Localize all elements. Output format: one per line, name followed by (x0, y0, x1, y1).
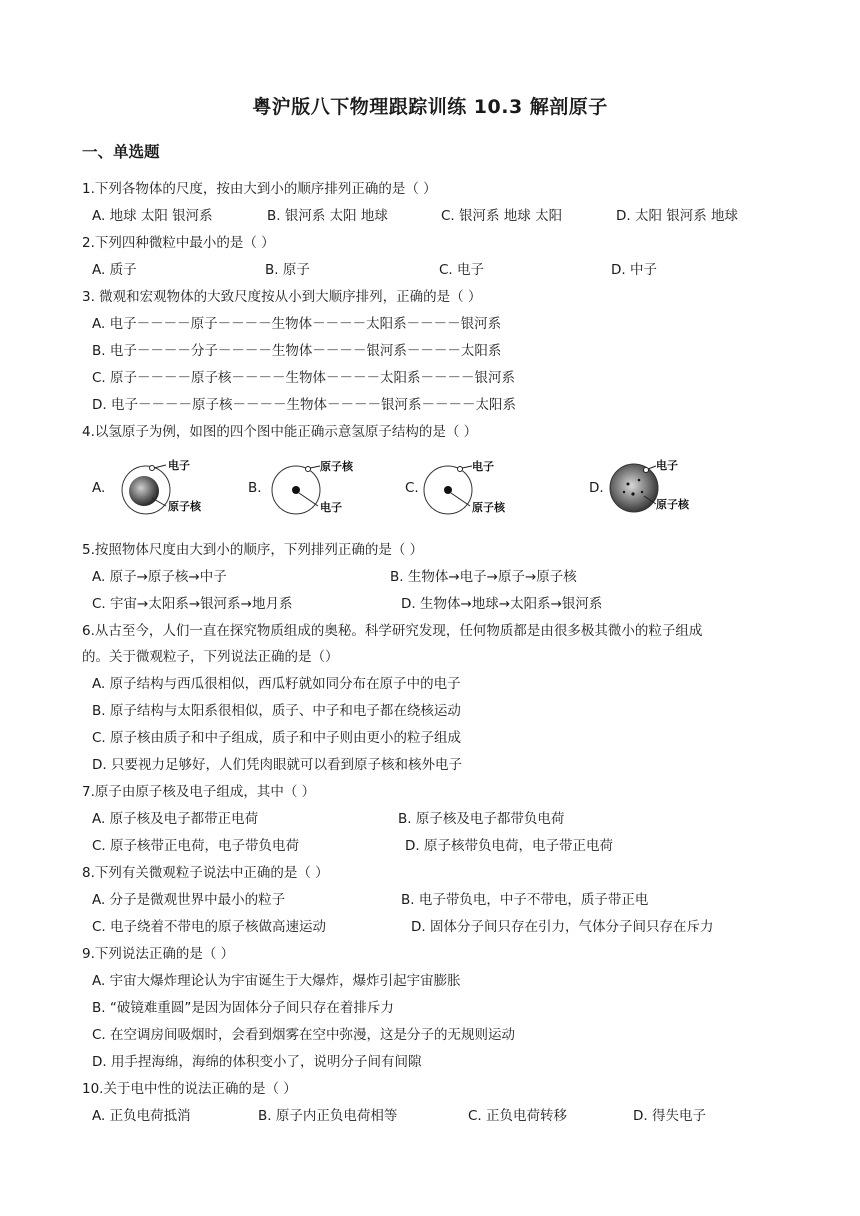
q8-option-c[interactable]: C. 电子绕着不带电的原子核做高速运动 (92, 919, 327, 935)
q4-figure-d (606, 456, 726, 520)
electron-dot (150, 466, 155, 471)
q4-figure-b (266, 456, 386, 520)
q1-option-b[interactable]: B. 银河系 太阳 地球 (267, 208, 388, 224)
q10-option-b[interactable]: B. 原子内正负电荷相等 (258, 1108, 398, 1124)
question-2-stem: 2.下列四种微粒中最小的是（ ） (82, 235, 275, 251)
q2-option-b[interactable]: B. 原子 (265, 262, 310, 278)
nucleus-dot (444, 486, 452, 494)
question-10-stem: 10.关于电中性的说法正确的是（ ） (82, 1081, 297, 1097)
q2-option-d[interactable]: D. 中子 (611, 262, 657, 278)
q3-option-a[interactable]: A. 电子－－－－原子－－－－生物体－－－－太阳系－－－－银河系 (92, 316, 502, 332)
label-nucleus: 原子核 (168, 500, 201, 513)
label-electron: 电子 (320, 501, 342, 514)
q8-option-d[interactable]: D. 固体分子间只存在引力，气体分子间只存在斥力 (411, 919, 714, 935)
label-electron: 电子 (472, 460, 494, 473)
q2-option-c[interactable]: C. 电子 (439, 262, 485, 278)
q9-option-c[interactable]: C. 在空调房间吸烟时，会看到烟雾在空中弥漫，这是分子的无规则运动 (92, 1027, 516, 1043)
q1-option-c[interactable]: C. 银河系 地球 太阳 (441, 208, 563, 224)
q5-option-b[interactable]: B. 生物体→电子→原子→原子核 (390, 569, 577, 585)
label-electron: 电子 (656, 459, 678, 472)
section-heading: 一、单选题 (82, 143, 160, 161)
q9-option-b[interactable]: B. “破镜难重圆”是因为固体分子间只存在着排斥力 (92, 1000, 394, 1016)
question-3-stem: 3. 微观和宏观物体的大致尺度按从小到大顺序排列，正确的是（ ） (82, 289, 482, 305)
q6-option-a[interactable]: A. 原子结构与西瓜很相似，西瓜籽就如同分布在原子中的电子 (92, 676, 461, 692)
nucleus-sphere (129, 476, 159, 506)
q7-option-d[interactable]: D. 原子核带负电荷，电子带正电荷 (405, 838, 613, 854)
q4-figure-c (420, 456, 540, 520)
question-7-stem: 7.原子由原子核及电子组成，其中（ ） (82, 784, 316, 800)
q4-option-b[interactable]: B. (248, 480, 262, 496)
q10-option-d[interactable]: D. 得失电子 (633, 1108, 706, 1124)
q3-option-b[interactable]: B. 电子－－－－分子－－－－生物体－－－－银河系－－－－太阳系 (92, 343, 502, 359)
electron-dot (458, 467, 463, 472)
page-title: 粤沪版八下物理跟踪训练 10.3 解剖原子 (252, 96, 608, 118)
question-6-stem-line2: 的。关于微观粒子，下列说法正确的是（） (82, 649, 339, 665)
q6-option-b[interactable]: B. 原子结构与太阳系很相似，质子、中子和电子都在绕核运动 (92, 703, 461, 719)
q4-figure-a (112, 456, 232, 520)
question-4-stem: 4.以氢原子为例，如图的四个图中能正确示意氢原子结构的是（ ） (82, 424, 478, 440)
q4-option-d[interactable]: D. (589, 480, 604, 496)
question-9-stem: 9.下列说法正确的是（ ） (82, 946, 235, 962)
q8-option-b[interactable]: B. 电子带负电，中子不带电，质子带正电 (401, 892, 649, 908)
q5-option-d[interactable]: D. 生物体→地球→太阳系→银河系 (401, 596, 603, 612)
label-nucleus: 原子核 (472, 501, 505, 514)
q9-option-d[interactable]: D. 用手捏海绵，海绵的体积变小了，说明分子间有间隙 (92, 1054, 422, 1070)
electron-dot (644, 468, 649, 473)
question-5-stem: 5.按照物体尺度由大到小的顺序，下列排列正确的是（ ） (82, 542, 424, 558)
q2-option-a[interactable]: A. 质子 (92, 262, 137, 278)
q6-option-c[interactable]: C. 原子核由质子和中子组成，质子和中子则由更小的粒子组成 (92, 730, 462, 746)
q4-option-c[interactable]: C. (405, 480, 419, 496)
q5-option-a[interactable]: A. 原子→原子核→中子 (92, 569, 227, 585)
q4-option-a[interactable]: A. (92, 480, 106, 496)
q3-option-d[interactable]: D. 电子－－－－原子核－－－－生物体－－－－银河系－－－－太阳系 (92, 397, 516, 413)
q8-option-a[interactable]: A. 分子是微观世界中最小的粒子 (92, 892, 286, 908)
q10-option-a[interactable]: A. 正负电荷抵消 (92, 1108, 191, 1124)
nucleus-dot (292, 486, 300, 494)
q1-option-a[interactable]: A. 地球 太阳 银河系 (92, 208, 213, 224)
electron-dot (306, 467, 311, 472)
label-nucleus: 原子核 (656, 498, 689, 511)
q7-option-b[interactable]: B. 原子核及电子都带负电荷 (398, 811, 565, 827)
q10-option-c[interactable]: C. 正负电荷转移 (468, 1108, 568, 1124)
q3-option-c[interactable]: C. 原子－－－－原子核－－－－生物体－－－－太阳系－－－－银河系 (92, 370, 516, 386)
q9-option-a[interactable]: A. 宇宙大爆炸理论认为宇宙诞生于大爆炸，爆炸引起宇宙膨胀 (92, 973, 461, 989)
q7-option-a[interactable]: A. 原子核及电子都带正电荷 (92, 811, 259, 827)
label-nucleus: 原子核 (320, 460, 353, 473)
q6-option-d[interactable]: D. 只要视力足够好，人们凭肉眼就可以看到原子核和核外电子 (92, 757, 462, 773)
q7-option-c[interactable]: C. 原子核带正电荷，电子带负电荷 (92, 838, 300, 854)
question-1-stem: 1.下列各物体的尺度，按由大到小的顺序排列正确的是（ ） (82, 181, 437, 197)
q1-option-d[interactable]: D. 太阳 银河系 地球 (616, 208, 739, 224)
question-8-stem: 8.下列有关微观粒子说法中正确的是（ ） (82, 865, 329, 881)
question-6-stem-line1: 6.从古至今，人们一直在探究物质组成的奥秘。科学研究发现，任何物质都是由很多极其微小的粒子组成 (82, 623, 703, 639)
q5-option-c[interactable]: C. 宇宙→太阳系→银河系→地月系 (92, 596, 293, 612)
atom-sphere (610, 464, 658, 512)
label-electron: 电子 (168, 459, 190, 472)
